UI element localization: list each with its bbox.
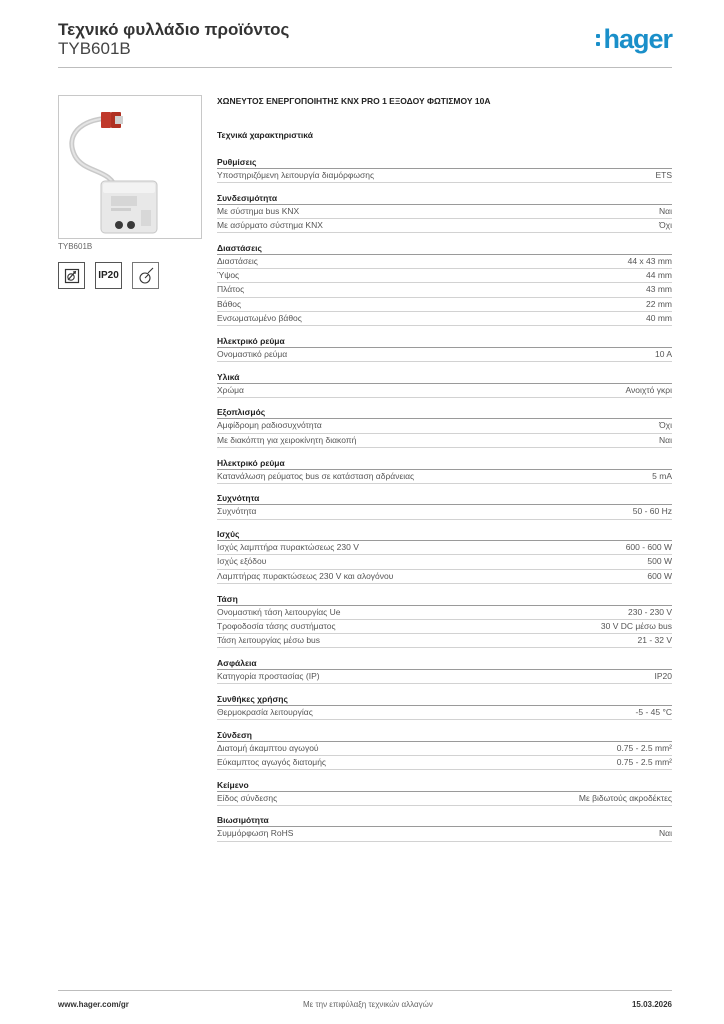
spec-row	[217, 419, 672, 433]
spec-row	[217, 283, 672, 297]
specs-heading: Τεχνικά χαρακτηριστικά	[217, 130, 313, 140]
spec-row	[217, 269, 672, 283]
spec-value: 0.75 - 2.5 mm²	[616, 742, 672, 753]
spec-row	[217, 312, 672, 326]
spec-row	[217, 756, 672, 770]
spec-value: Με βιδωτούς ακροδέκτες	[578, 792, 672, 803]
website-link[interactable]: www.hager.com/gr	[58, 1000, 129, 1009]
spec-value: Ναι	[659, 205, 672, 216]
spec-section	[217, 406, 672, 448]
spec-section	[217, 242, 672, 326]
spec-section	[217, 335, 672, 362]
section-title: Συνθήκες χρήσης	[217, 693, 672, 706]
spec-label: Τάση λειτουργίας μέσω bus	[217, 635, 321, 646]
feature-icons	[58, 262, 159, 289]
spec-row	[217, 219, 672, 233]
section-title: Ασφάλεια	[217, 657, 672, 670]
spec-row	[217, 470, 672, 484]
spec-label: Με διακόπτη για χειροκίνητη διακοπή	[217, 434, 357, 445]
manual-switch-icon	[58, 262, 85, 289]
spec-value: 30 V DC μέσω bus	[600, 620, 672, 631]
spec-label: Ισχύς εξόδου	[217, 556, 267, 567]
spec-label: Ισχύς λαμπτήρα πυρακτώσεως 230 V	[217, 542, 359, 553]
spec-label: Κατανάλωση ρεύματος bus σε κατάσταση αδράνειας	[217, 470, 415, 481]
section-title: Ηλεκτρικό ρεύμα	[217, 335, 672, 348]
spec-row	[217, 606, 672, 620]
product-image	[58, 95, 202, 239]
product-name: ΧΩΝΕΥΤΟΣ ΕΝΕΡΓΟΠΟΙΗΤΗΣ KNX PRO 1 ΕΞΟΔΟΥ ΦΩΤΙΣΜΟΥ 10A	[217, 96, 491, 106]
spec-value: 500 W	[647, 556, 672, 567]
spec-section	[217, 657, 672, 684]
spec-row	[217, 620, 672, 634]
section-title: Υλικά	[217, 371, 672, 384]
ip-rating-label: IP20	[98, 270, 119, 281]
spec-label: Βάθος	[217, 298, 242, 309]
spec-value: 230 - 230 V	[628, 606, 672, 617]
spec-label: Ενσωματωμένο βάθος	[217, 313, 302, 324]
section-title: Συνδεσιμότητα	[217, 192, 672, 205]
spec-section	[217, 814, 672, 841]
spec-label: Τροφοδοσία τάσης συστήματος	[217, 620, 336, 631]
section-title: Ισχύς	[217, 528, 672, 541]
spec-row	[217, 827, 672, 841]
footer-divider	[58, 990, 672, 991]
spec-label: Χρώμα	[217, 384, 244, 395]
spec-value: 5 mA	[652, 470, 672, 481]
spec-value: -5 - 45 °C	[635, 706, 672, 717]
spec-value: 10 A	[654, 348, 672, 359]
spec-value: 600 - 600 W	[625, 542, 672, 553]
spec-section	[217, 729, 672, 771]
spec-label: Είδος σύνδεσης	[217, 792, 278, 803]
spec-row	[217, 434, 672, 448]
spec-section	[217, 156, 672, 183]
section-title: Βιωσιμότητα	[217, 814, 672, 827]
document-date: 15.03.2026	[631, 1000, 672, 1009]
spec-value: 0.75 - 2.5 mm²	[616, 756, 672, 767]
section-title: Ρυθμίσεις	[217, 156, 672, 169]
spec-sections	[217, 156, 672, 850]
spec-value: Ναι	[659, 434, 672, 445]
spec-label: Εύκαμπτος αγωγός διατομής	[217, 756, 327, 767]
document-title: Τεχνικό φυλλάδιο προϊόντος	[58, 20, 290, 39]
spec-label: Ονομαστικό ρεύμα	[217, 348, 288, 359]
spec-row	[217, 505, 672, 519]
technical-specs	[217, 96, 672, 839]
spec-label: Αμφίδρομη ραδιοσυχνότητα	[217, 420, 322, 431]
section-title: Ηλεκτρικό ρεύμα	[217, 457, 672, 470]
ip20-icon	[95, 262, 122, 289]
spec-label: Διατομή άκαμπτου αγωγού	[217, 742, 319, 753]
spec-value: Όχι	[659, 220, 672, 231]
spec-value: Ναι	[659, 828, 672, 839]
spec-row	[217, 670, 672, 684]
document-header	[58, 20, 672, 68]
spec-row	[217, 570, 672, 584]
spec-label: Υποστηριζόμενη λειτουργία διαμόρφωσης	[217, 170, 375, 180]
spec-section	[217, 693, 672, 720]
hager-logo[interactable]	[596, 26, 672, 53]
spec-section	[217, 779, 672, 806]
spec-value: 40 mm	[646, 313, 672, 324]
spec-label: Με σύστημα bus KNX	[217, 205, 300, 216]
spec-label: Πλάτος	[217, 284, 245, 295]
spec-section	[217, 492, 672, 519]
spec-value: ETS	[655, 170, 672, 180]
brand-name: hager	[603, 24, 672, 54]
spec-row	[217, 348, 672, 362]
spec-value: 44 x 43 mm	[627, 255, 672, 266]
spec-value: 50 - 60 Hz	[632, 506, 672, 517]
spec-label: Διαστάσεις	[217, 255, 258, 266]
header-divider	[58, 67, 672, 68]
product-photo-icon	[59, 96, 201, 238]
spec-label: Συχνότητα	[217, 506, 257, 517]
image-caption: TYB601B	[58, 242, 93, 251]
section-title: Διαστάσεις	[217, 242, 672, 255]
spec-value: 21 - 32 V	[637, 635, 672, 646]
spec-row	[217, 555, 672, 569]
spec-label: Θερμοκρασία λειτουργίας	[217, 706, 313, 717]
section-title: Συχνότητα	[217, 492, 672, 505]
spec-section	[217, 528, 672, 584]
spec-section	[217, 457, 672, 484]
spec-section	[217, 371, 672, 398]
spec-row	[217, 205, 672, 219]
spec-value: 43 mm	[646, 284, 672, 295]
spec-value: IP20	[654, 670, 672, 681]
spec-section	[217, 593, 672, 649]
spec-row	[217, 742, 672, 756]
product-code: TYB601B	[58, 39, 131, 58]
control-knob-icon	[132, 262, 159, 289]
spec-row	[217, 541, 672, 555]
spec-value: Όχι	[659, 420, 672, 431]
spec-label: Ύψος	[217, 270, 240, 281]
spec-row	[217, 792, 672, 806]
spec-row	[217, 384, 672, 398]
spec-label: Συμμόρφωση RoHS	[217, 828, 294, 839]
spec-row	[217, 255, 672, 269]
spec-section	[217, 192, 672, 234]
spec-value: 44 mm	[646, 270, 672, 281]
spec-label: Με ασύρματο σύστημα KNX	[217, 220, 323, 231]
section-title: Τάση	[217, 593, 672, 606]
spec-row	[217, 298, 672, 312]
spec-row	[217, 706, 672, 720]
section-title: Σύνδεση	[217, 729, 672, 742]
spec-row	[217, 634, 672, 648]
section-title: Εξοπλισμός	[217, 406, 672, 419]
spec-value: Ανοιχτό γκρι	[625, 384, 672, 395]
footer-note: Με την επιφύλαξη τεχνικών αλλαγών	[303, 1000, 433, 1009]
spec-label: Λαμπτήρας πυρακτώσεως 230 V και αλογόνου	[217, 570, 394, 581]
spec-label: Ονομαστική τάση λειτουργίας Ue	[217, 606, 341, 617]
spec-value: 600 W	[647, 570, 672, 581]
spec-label: Κατηγορία προστασίας (IP)	[217, 670, 320, 681]
spec-value: 22 mm	[646, 298, 672, 309]
spec-row	[217, 169, 672, 183]
section-title: Κείμενο	[217, 779, 672, 792]
logo-dots-icon	[596, 34, 600, 46]
